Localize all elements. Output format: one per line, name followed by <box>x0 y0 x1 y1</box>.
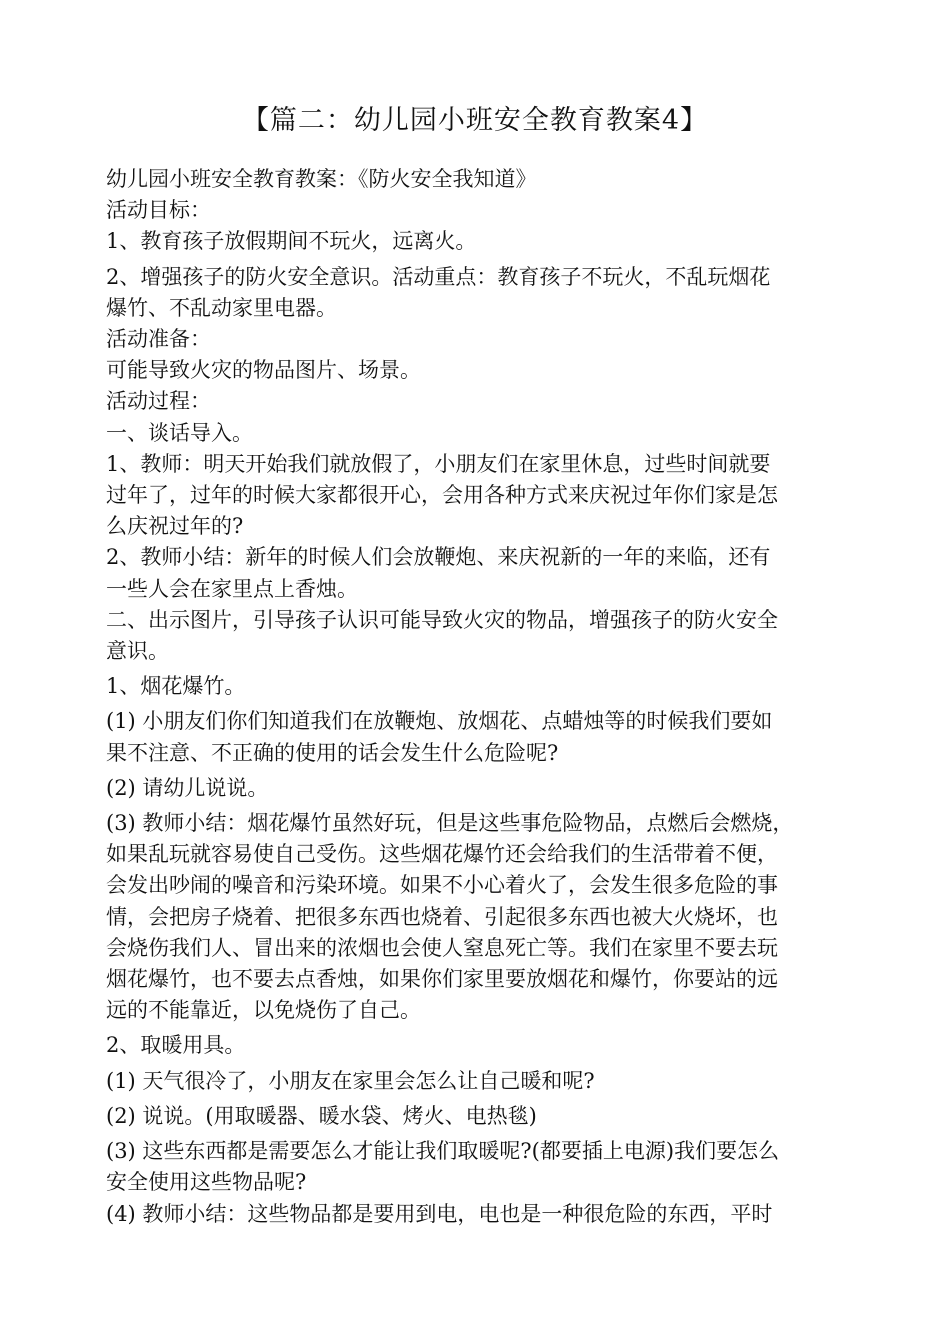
text-line: 2、取暖用具。 <box>106 1033 246 1058</box>
text-line: (2) 请幼儿说说。 <box>106 775 269 800</box>
text-line: 一、谈话导入。 <box>106 420 253 445</box>
text-line: 意识。 <box>106 639 169 664</box>
text-line: 如果乱玩就容易使自己受伤。这些烟花爆竹还会给我们的生活带着不便， <box>106 842 778 867</box>
text-line: 1、烟花爆竹。 <box>106 674 246 699</box>
text-line: (4) 教师小结：这些物品都是要用到电，电也是一种很危险的东西，平时 <box>106 1201 773 1226</box>
text-line: 可能导致火灾的物品图片、场景。 <box>106 358 421 383</box>
text-line: 1、教育孩子放假期间不玩火，远离火。 <box>106 229 477 254</box>
text-line: 1、教师：明天开始我们就放假了，小朋友们在家里休息，过些时间就要 <box>106 451 771 476</box>
document-title: 【篇二：幼儿园小班安全教育教案4】 <box>241 105 709 136</box>
text-line: 2、增强孩子的防火安全意识。活动重点：教育孩子不玩火，不乱玩烟花 <box>106 264 771 289</box>
text-line: 情，会把房子烧着、把很多东西也烧着、引起很多东西也被大火烧坏，也 <box>106 904 778 929</box>
text-line: 安全使用这些物品呢? <box>106 1170 307 1195</box>
text-line: 会烧伤我们人、冒出来的浓烟也会使人窒息死亡等。我们在家里不要去玩 <box>106 935 778 960</box>
text-line: 活动目标： <box>106 198 211 223</box>
text-line: 过年了，过年的时候大家都很开心，会用各种方式来庆祝过年你们家是怎 <box>106 483 778 508</box>
text-line: 一些人会在家里点上香烛。 <box>106 576 358 601</box>
text-line: 会发出吵闹的噪音和污染环境。如果不小心着火了，会发生很多危险的事 <box>106 873 778 898</box>
text-line: (1) 天气很冷了，小朋友在家里会怎么让自己暖和呢? <box>106 1068 595 1093</box>
text-line: 果不注意、不正确的使用的话会发生什么危险呢? <box>106 740 559 765</box>
text-line: 二、出示图片，引导孩子认识可能导致火灾的物品，增强孩子的防火安全 <box>106 607 778 632</box>
text-line: (3) 教师小结：烟花爆竹虽然好玩，但是这些事危险物品，点燃后会燃烧， <box>106 811 794 836</box>
text-line: 幼儿园小班安全教育教案：《防火安全我知道》 <box>106 167 537 191</box>
text-line: 爆竹、不乱动家里电器。 <box>106 295 337 320</box>
text-line: (3) 这些东西都是需要怎么才能让我们取暖呢?(都要插上电源)我们要怎么 <box>106 1139 780 1164</box>
document-body <box>106 164 876 1230</box>
text-line: 远的不能靠近，以免烧伤了自己。 <box>106 998 421 1023</box>
text-line: (1) 小朋友们你们知道我们在放鞭炮、放烟花、点蜡烛等的时候我们要如 <box>106 709 773 734</box>
text-line: (2) 说说。(用取暖器、暖水袋、烤火、电热毯) <box>106 1103 537 1128</box>
text-line: 么庆祝过年的? <box>106 514 244 539</box>
text-line: 活动过程： <box>106 389 211 414</box>
text-line: 活动准备： <box>106 327 211 352</box>
text-line: 2、教师小结：新年的时候人们会放鞭炮、来庆祝新的一年的来临，还有 <box>106 545 771 570</box>
text-line: 烟花爆竹，也不要去点香烛，如果你们家里要放烟花和爆竹，你要站的远 <box>106 967 778 992</box>
